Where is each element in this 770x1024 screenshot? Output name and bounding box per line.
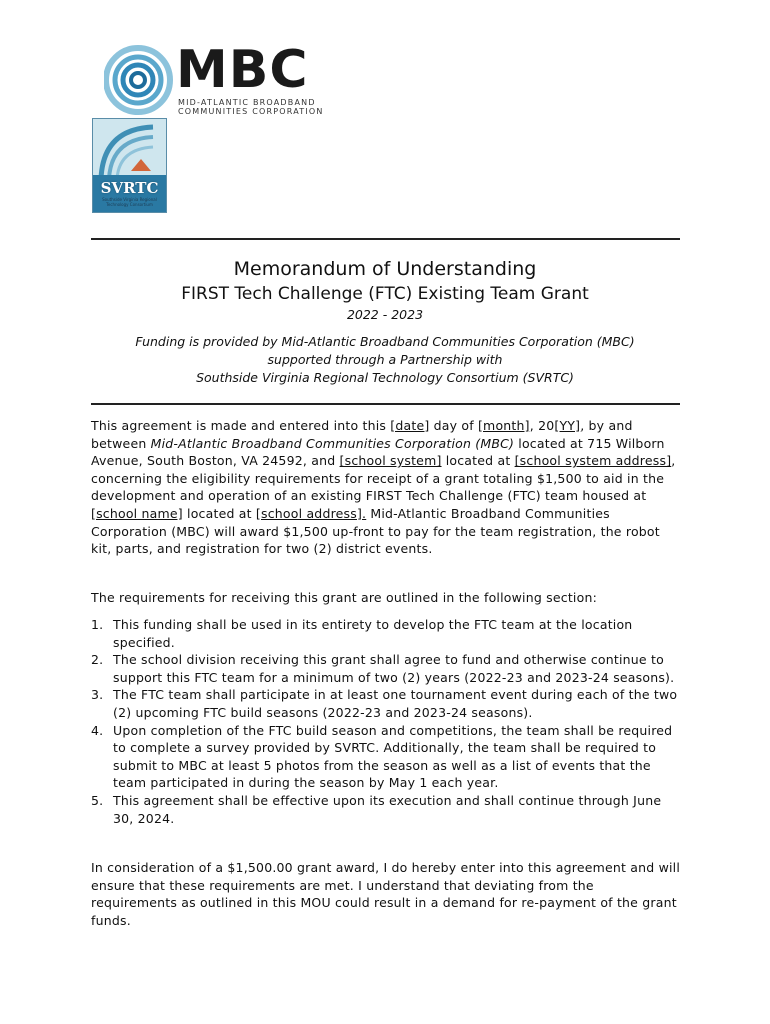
list-item-number: 1.	[91, 617, 104, 632]
list-item-number: 5.	[91, 792, 104, 808]
school-system-address-field[interactable]: [school system address]	[514, 453, 672, 469]
list-item	[91, 616, 683, 651]
list-item	[91, 722, 683, 792]
agreement-text: located at	[182, 505, 256, 521]
list-item	[91, 686, 683, 721]
consideration-paragraph: In consideration of a $1,500.00 grant award, I do hereby enter into this agreement and will ensure that these requirements are met. I understand that deviating from the requirements as outlined in this MOU could result in a demand for re-payment of the grant funds.	[91, 860, 681, 928]
mbc-subtitle	[178, 98, 324, 116]
list-item-number: 4.	[91, 722, 104, 738]
document-years: 2022 - 2023	[346, 307, 424, 322]
school-address-field[interactable]: [school address].	[255, 505, 367, 521]
list-item-text: This funding shall be used in its entirety to develop the FTC team at the location specified.	[113, 617, 633, 650]
list-item	[91, 792, 683, 827]
year-field[interactable]: [YY]	[554, 418, 581, 433]
mbc-wordmark: MBC	[176, 40, 309, 100]
funding-statement	[0, 333, 770, 387]
mbc-name: Mid-Atlantic Broadband Communities Corporation (MBC)	[150, 435, 515, 451]
agreement-text: , 20	[529, 418, 555, 433]
funding-line-3: Southside Virginia Regional Technology Consortium (SVRTC)	[196, 370, 574, 385]
header-divider	[91, 403, 680, 405]
mbc-logo	[104, 42, 344, 118]
list-item-text: The FTC team shall participate in at least one tournament event during each of the two (2) upcoming FTC build seasons (2022-23 and 2023-24 seasons).	[113, 687, 678, 720]
list-item	[91, 651, 683, 686]
requirements-intro: The requirements for receiving this grant are outlined in the following section:	[91, 590, 597, 605]
svrtc-wordmark: SVRTC	[100, 179, 159, 197]
list-item-number: 3.	[91, 687, 104, 703]
agreement-text: Mid-Atlantic Broadband Communities Corporation (MBC) will award $1,500 up-front to pay for the team registration, the robot kit, parts, and registration for two (2) district events.	[91, 505, 660, 557]
agreement-text: , by and between	[91, 418, 633, 451]
list-item-number: 2.	[91, 652, 104, 668]
agreement-text: This agreement is made and entered into this	[91, 418, 391, 433]
mbc-swirl-icon	[104, 42, 174, 118]
list-item-text: Upon completion of the FTC build season and competitions, the team shall be required to complete a survey provided by SVRTC. Additionally, the team shall be required to submit to MBC at least 5 photos from the season as well as a list of events that the team participated in during the season by May 1 each year.	[113, 722, 673, 791]
month-field[interactable]: [month]	[477, 418, 530, 433]
agreement-text: , concerning the eligibility requirements for receipt of a grant totaling $1,500 to aid in the development and operation of an existing FIRST Tech Challenge (FTC) team housed at	[91, 453, 676, 504]
list-item-text: The school division receiving this grant shall agree to fund and otherwise continue to support this FTC team for a minimum of two (2) years (2022-23 and 2023-24 seasons).	[113, 652, 675, 685]
mbc-subtitle-line2: COMMUNITIES CORPORATION	[178, 107, 324, 116]
agreement-text: located at	[441, 453, 515, 469]
funding-line-1: Funding is provided by Mid-Atlantic Broadband Communities Corporation (MBC)	[135, 334, 635, 349]
svrtc-logo	[92, 118, 167, 213]
date-field[interactable]: [date]	[390, 418, 430, 433]
document-title: Memorandum of Understanding	[233, 258, 537, 280]
svrtc-subtitle: Southside Virginia Regional Technology Consortium	[102, 197, 157, 207]
document-subtitle: FIRST Tech Challenge (FTC) Existing Team Grant	[181, 284, 589, 304]
agreement-paragraph	[91, 417, 683, 558]
list-item-text: This agreement shall be effective upon its execution and shall continue through June 30, 2024.	[113, 792, 662, 826]
school-name-field[interactable]: [school name]	[91, 505, 183, 521]
agreement-text: day of	[429, 418, 478, 433]
agreement-text: located at 715 Wilborn Avenue, South Boston, VA 24592, and	[91, 435, 665, 469]
requirements-list	[91, 616, 683, 827]
mbc-subtitle-line1: MID-ATLANTIC BROADBAND	[178, 98, 316, 107]
top-divider	[91, 238, 680, 240]
school-system-field[interactable]: [school system]	[339, 453, 442, 469]
funding-line-2: supported through a Partnership with	[267, 352, 503, 367]
